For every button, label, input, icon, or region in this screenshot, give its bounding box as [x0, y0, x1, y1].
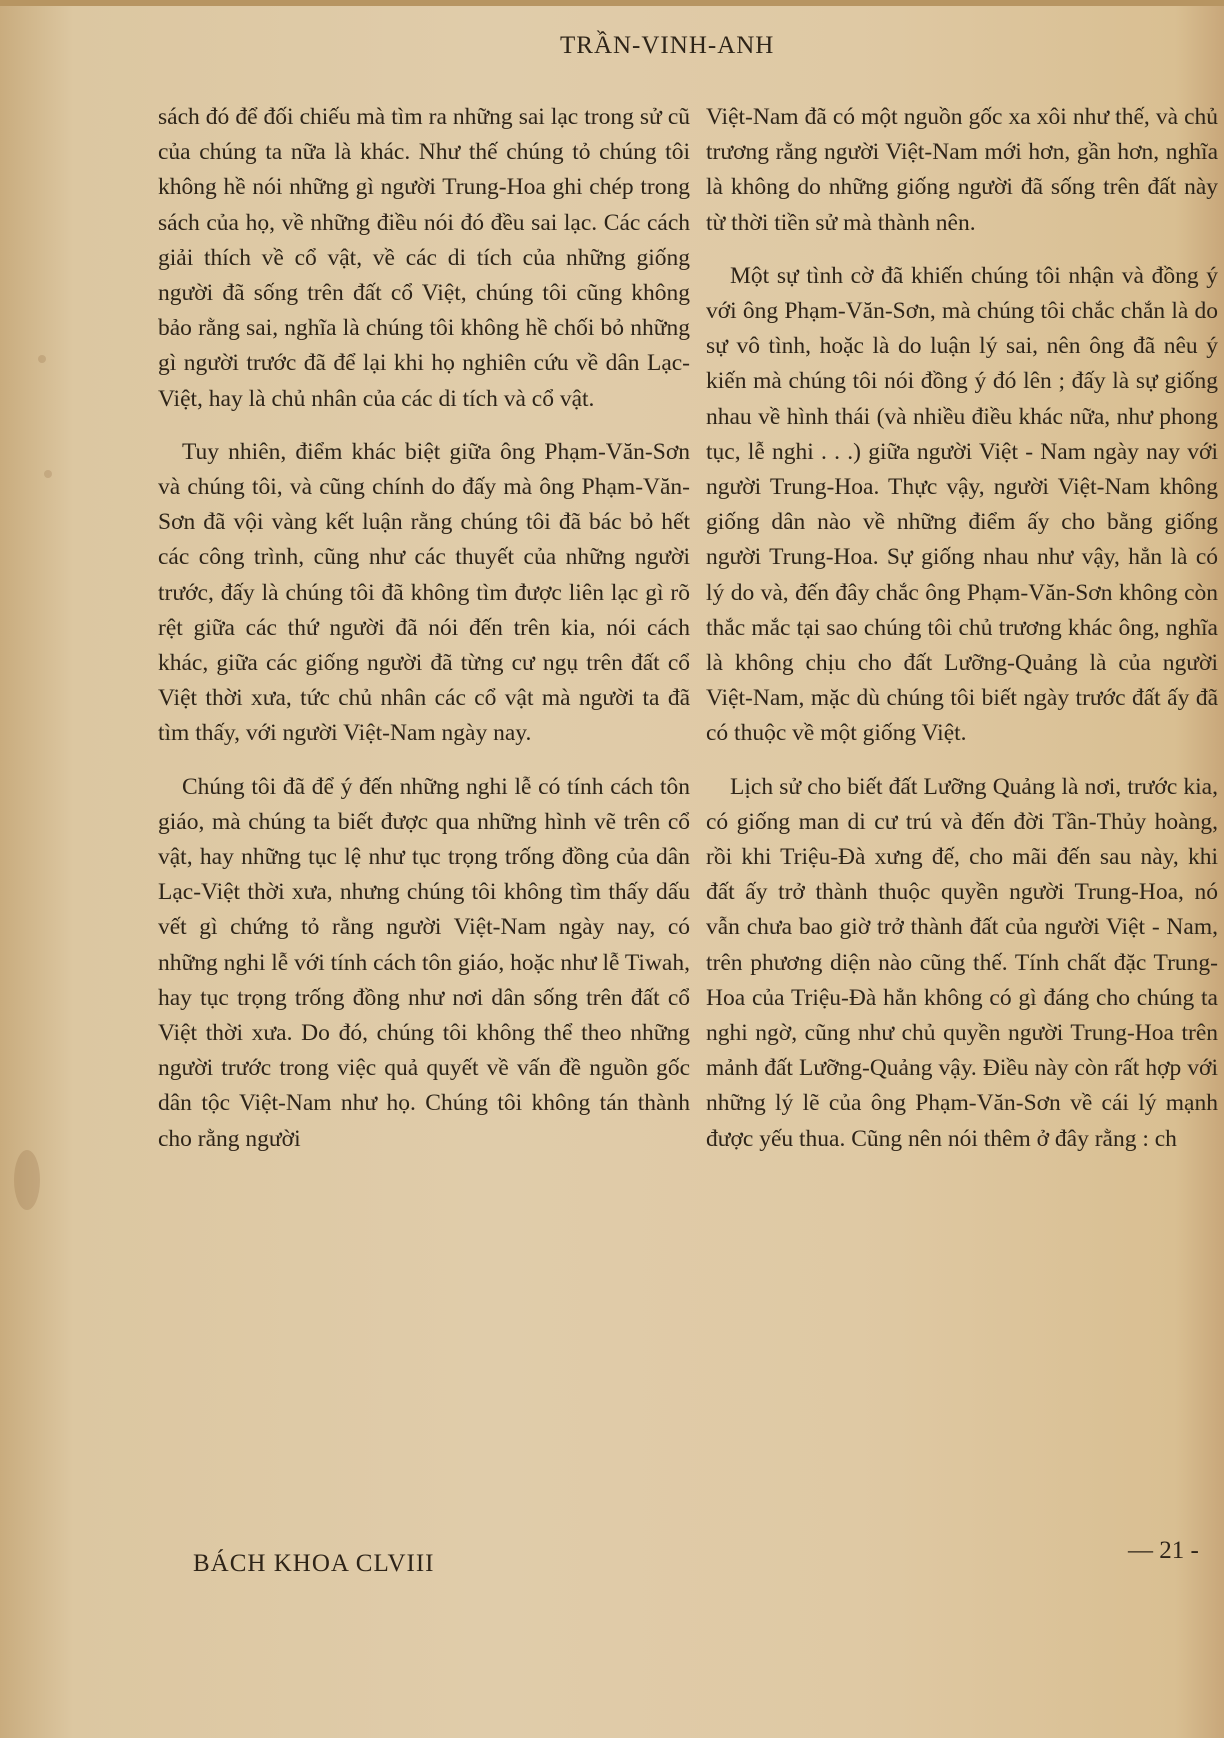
- paper-stain: [44, 470, 52, 478]
- left-text-column: [158, 100, 690, 1175]
- paragraph: Chúng tôi đã để ý đến những nghi lễ có tính cách tôn giáo, mà chúng ta biết được qua những hình vẽ trên cổ vật, hay những tục lệ như tục trọng trống đồng của dân Lạc-Việt thời xưa, nhưng chúng tôi không tìm thấy dấu vết gì chứng tỏ rằng người Việt-Nam ngày nay, có những nghi lễ với tính cách tôn giáo, hoặc như lễ Tiwah, hay tục trọng trống đồng như nơi dân sống trên đất cổ Việt thời xưa. Do đó, chúng tôi không thể theo những người trước trong việc quả quyết về vấn đề nguồn gốc dân tộc Việt-Nam như họ. Chúng tôi không tán thành cho rằng người: [158, 773, 690, 1152]
- running-header-author: TRẦN-VINH-ANH: [560, 32, 775, 59]
- right-text-column: [706, 100, 1218, 1175]
- paper-stain: [38, 355, 46, 363]
- paragraph: Một sự tình cờ đã khiến chúng tôi nhận và đồng ý với ông Phạm-Văn-Sơn, mà chúng tôi chắc chắn là do sự vô tình, hoặc là do luận lý sai, nên ông đã nêu ý kiến mà chúng tôi nói đồng ý đó lên ; đấy là sự giống nhau về hình thái (và nhiều điều khác nữa, như phong tục, lễ nghi . . .) giữa người Việt - Nam ngày nay với người Trung-Hoa. Thực vậy, người Việt-Nam không giống dân nào về những điểm ấy cho bằng giống người Trung-Hoa. Sự giống nhau như vậy, hẳn là có lý do và, đến đây chắc ông Phạm-Văn-Sơn không còn thắc mắc tại sao chúng tôi chủ trương khác ông, nghĩa là không chịu cho đất Lưỡng-Quảng là của người Việt-Nam, mặc dù chúng tôi biết ngày trước đất ấy đã có thuộc về một giống Việt.: [706, 262, 1218, 747]
- paragraph: Lịch sử cho biết đất Lưỡng Quảng là nơi, trước kia, có giống man di cư trú và đến đời Tần-Thủy hoàng, rồi khi Triệu-Đà xưng đế, cho mãi đến sau này, khi đất ấy trở thành thuộc quyền người Trung-Hoa, nó vẫn chưa bao giờ trở thành đất của người Việt - Nam, trên phương diện nào cũng thế. Tính chất đặc Trung-Hoa của Triệu-Đà hẳn không có gì đáng cho chúng ta nghi ngờ, cũng như chủ quyền người Trung-Hoa trên mảnh đất Lưỡng-Quảng vậy. Điều này còn rất hợp với những lý lẽ của ông Phạm-Văn-Sơn về cái lý mạnh được yếu thua. Cũng nên nói thêm ở đây rằng : ch: [706, 773, 1218, 1152]
- footer-publication: BÁCH KHOA CLVIII: [193, 1550, 435, 1577]
- footer-page-number: — 21 -: [1128, 1537, 1199, 1564]
- paragraph: Tuy nhiên, điểm khác biệt giữa ông Phạm-Văn-Sơn và chúng tôi, và cũng chính do đấy mà ông Phạm-Văn-Sơn đã vội vàng kết luận rằng chúng tôi đã bác bỏ hết các công trình, cũng như các thuyết của những người trước, đấy là chúng tôi đã không tìm được liên lạc gì rõ rệt giữa các thứ người đã nói đến trên kia, nói cách khác, giữa các giống người đã từng cư ngụ trên đất cổ Việt thời xưa, tức chủ nhân các cổ vật mà người ta đã tìm thấy, với người Việt-Nam ngày nay.: [158, 438, 690, 747]
- page-top-edge: [0, 0, 1224, 6]
- paper-stain: [14, 1150, 40, 1210]
- paragraph: Việt-Nam đã có một nguồn gốc xa xôi như thế, và chủ trương rằng người Việt-Nam mới hơn, gần hơn, nghĩa là không do những giống người đã sống trên đất này từ thời tiền sử mà thành nên.: [706, 104, 1218, 236]
- paragraph: sách đó để đối chiếu mà tìm ra những sai lạc trong sử cũ của chúng ta nữa là khác. Như thế chúng tỏ chúng tôi không hề nói những gì người Trung-Hoa ghi chép trong sách của họ, về những điều nói đó đều sai lạc. Các cách giải thích về cổ vật, về các di tích của những giống người đã sống trên đất cổ Việt, chúng tôi cũng không bảo rằng sai, nghĩa là chúng tôi không hề chối bỏ những gì người trước đã để lại khi họ nghiên cứu về dân Lạc-Việt, hay là chủ nhân của các di tích và cổ vật.: [158, 104, 690, 412]
